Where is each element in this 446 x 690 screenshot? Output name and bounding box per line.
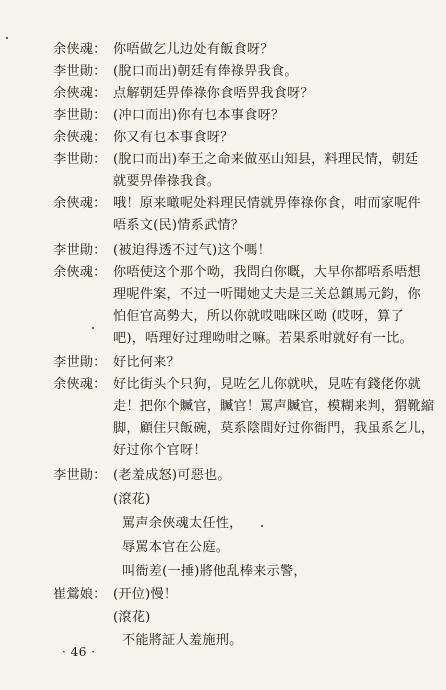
dialogue-continuation: 吧)，唔理好过理呦咁之嘛。若果系咁就好有一比。 <box>113 331 413 346</box>
speaker-label: 余侠魂： <box>53 42 107 57</box>
scan-speck <box>261 525 263 527</box>
dialogue-continuation: 好过你个官呀！ <box>113 443 207 458</box>
dialogue-line <box>53 467 231 484</box>
verse-line: 辱罵本官在公庭。 <box>122 540 230 555</box>
dialogue-text: (开位)慢！ <box>113 587 178 602</box>
dialogue-text: (脫口而出)奉王之命来做巫山知县，料理民情，朝廷 <box>113 152 419 167</box>
dialogue-continuation: 就要畀俸祿我食。 <box>113 174 221 189</box>
verse-line: 罵声余俠魂太任性， <box>122 516 243 531</box>
dialogue-text: 你唔使这个那个呦，我問白你嘅，大早你都唔系唔想 <box>113 265 421 280</box>
speaker-label: 李世勛： <box>53 152 107 167</box>
dialogue-text: (被迫得透不过气)这个嗎！ <box>113 243 271 258</box>
dialogue-line <box>53 195 421 212</box>
speaker-label: 余俠魂： <box>53 86 107 101</box>
speaker-label: 余俠魂： <box>53 265 107 280</box>
dialogue-line <box>53 376 421 393</box>
dialogue-line <box>53 242 271 259</box>
speaker-label: 余俠魂： <box>53 196 107 211</box>
dialogue-continuation: 唔系文(民)情系武情？ <box>113 218 245 233</box>
dialogue-continuation: 走！把你个贓官，贓官！罵声贓官，模糊来判，猬靴縮 <box>113 399 435 414</box>
dialogue-line <box>53 586 177 603</box>
speaker-label: 李世勛： <box>53 64 107 79</box>
dialogue-text: 你又有乜本事食呀？ <box>113 130 234 145</box>
dialogue-line <box>53 41 274 58</box>
scan-speck <box>92 327 94 329</box>
speaker-label: 余俠魂： <box>53 377 107 392</box>
speaker-label: 余俠魂： <box>53 130 107 145</box>
stage-direction: (滾花) <box>113 492 151 507</box>
dialogue-continuation: 怕佢官高勢大，所以你就哎咄咪区呦 (哎呀，算了 <box>113 309 404 324</box>
speaker-label: 李世勛： <box>53 468 107 483</box>
dialogue-text: (老羞成怒)可惡也。 <box>113 468 231 483</box>
dialogue-line <box>53 354 180 371</box>
verse-line: 不能將証人羞施刑。 <box>122 633 243 648</box>
dialogue-line <box>53 264 421 281</box>
dialogue-continuation: 理呢件案，不过一听聞她丈夫是三关总鎮馬元鈞，你 <box>113 287 421 302</box>
dialogue-continuation: 脚，顧住只飯碗，莫系陰間好过你衙門，我虽系乞儿， <box>113 421 435 436</box>
dialogue-line <box>53 63 298 80</box>
speaker-label: 崔鶯娘： <box>53 587 107 602</box>
scan-speck <box>6 37 8 39</box>
speaker-label: 李世勛： <box>53 355 107 370</box>
verse-line: 叫衙差(一捶)將他乱棒来示警， <box>122 564 307 579</box>
dialogue-line <box>53 129 234 146</box>
dialogue-text: (冲口而出)你有乜本事食呀？ <box>113 108 285 123</box>
dialogue-line <box>53 107 284 124</box>
dialogue-text: 好比街头个只狗，見咗乞儿你就吠，見咗有錢佬你就 <box>113 377 421 392</box>
dialogue-line <box>53 151 418 168</box>
dialogue-text: 点解朝廷畀俸祿你食唔畀我食呀？ <box>113 86 314 101</box>
dialogue-line <box>53 85 314 102</box>
dialogue-text: 哦！原来噉呢处料理民情就畀俸祿你食，咁而家呢件 <box>113 196 421 211</box>
dialogue-text: 你唔做乞儿边处有飯食呀？ <box>113 42 274 57</box>
speaker-label: 李世勛： <box>53 243 107 258</box>
dialogue-text: 好比何来？ <box>113 355 180 370</box>
page-number: · 46 · <box>62 645 96 659</box>
speaker-label: 李世勛： <box>53 108 107 123</box>
stage-direction: (滾花) <box>113 610 151 625</box>
dialogue-text: (脫口而出)朝廷有俸祿畀我食。 <box>113 64 298 79</box>
